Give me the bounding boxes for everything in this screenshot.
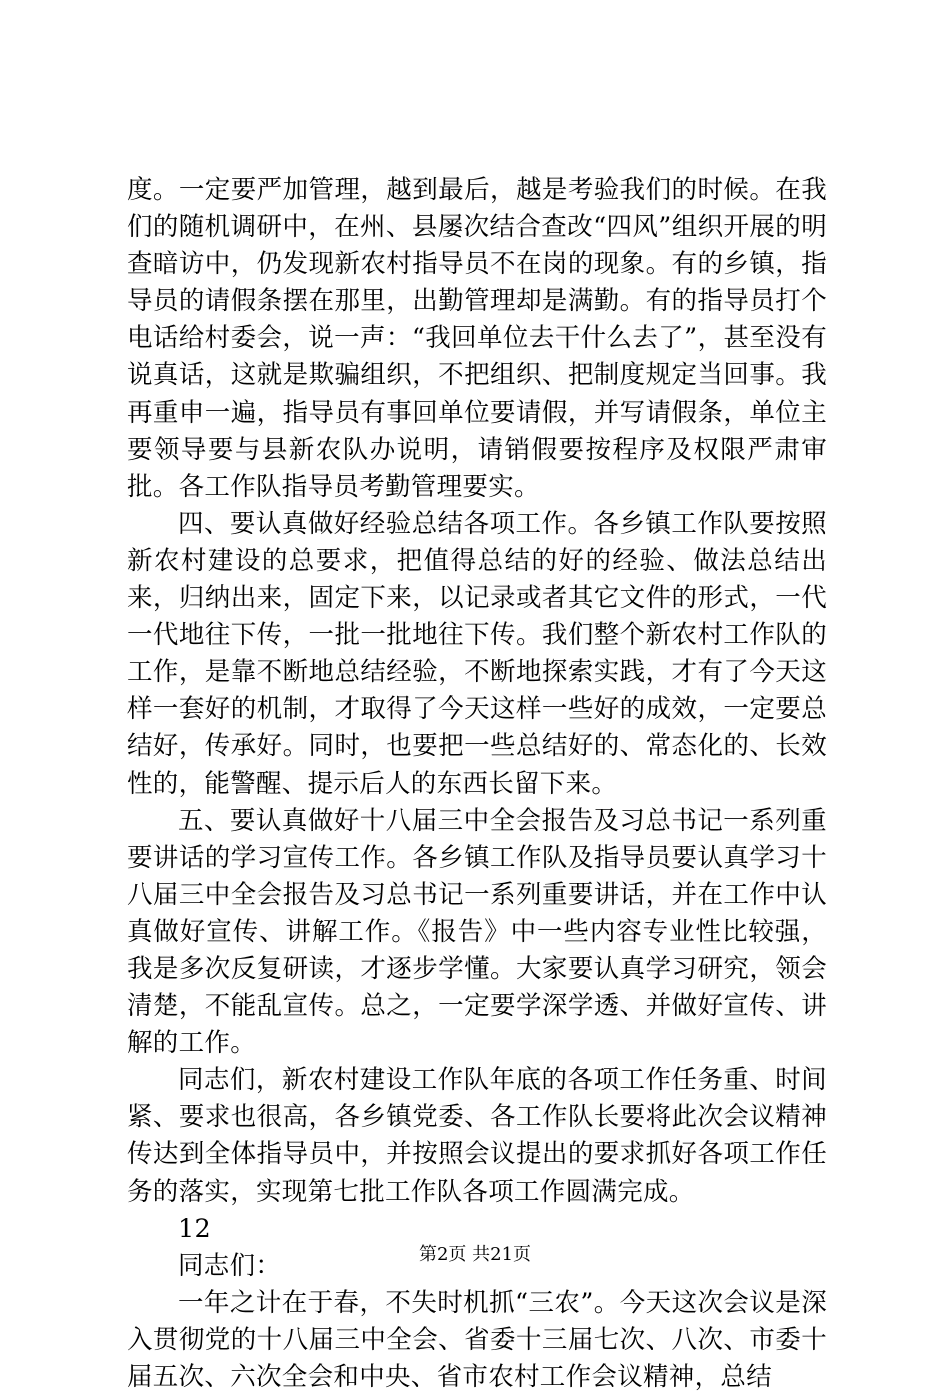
paragraph-section-five: 五、要认真做好十八届三中全会报告及习总书记一系列重要讲话的学习宣传工作。各乡镇工作队及指导员要认真学习十八届三中全会报告及习总书记一系列重要讲话，并在工作中认真做好宣传、讲解工作。《报告》中一些内容专业性比较强，我是多次反复研读，才逐步学懂。大家要认真学习研究，领会清楚，不能乱宣传。总之，一定要学深学透、并做好宣传、讲解的工作。 (127, 805, 827, 1059)
page-number-footer: 第2页 共21页 (418, 1244, 532, 1265)
section-number: 12 (178, 1213, 212, 1244)
paragraph-continued: 度。一定要严加管理，越到最后，越是考验我们的时候。在我们的随机调研中，在州、县屡次结合查改“四风”组织开展的明查暗访中，仍发现新农村指导员不在岗的现象。有的乡镇，指导员的请假条摆在那里，出勤管理却是满勤。有的指导员打个电话给村委会，说一声：“我回单位去干什么去了”，甚至没有说真话，这就是欺骗组织，不把组织、把制度规定当回事。我再重申一遍，指导员有事回单位要请假，并写请假条，单位主要领导要与县新农队办说明，请销假要按程序及权限严肃审批。各工作队指导员考勤管理要实。 (127, 175, 827, 502)
paragraph-closing: 同志们，新农村建设工作队年底的各项工作任务重、时间紧、要求也很高，各乡镇党委、各工作队长要将此次会议精神传达到全体指导员中，并按照会议提出的要求抓好各项工作任务的落实，实现第七批工作队各项工作圆满完成。 (127, 1065, 827, 1207)
paragraph-section-four: 四、要认真做好经验总结各项工作。各乡镇工作队要按照新农村建设的总要求，把值得总结的好的经验、做法总结出来，归纳出来，固定下来，以记录或者其它文件的形式，一代一代地往下传，一批一批地往下传。我们整个新农村工作队的工作，是靠不断地总结经验，不断地探索实践，才有了今天这样一套好的机制，才取得了今天这样一些好的成效，一定要总结好，传承好。同时，也要把一些总结好的、常态化的、长效性的，能警醒、提示后人的东西长留下来。 (127, 508, 827, 799)
salutation: 同志们： (178, 1250, 282, 1281)
paragraph-new-speech-intro: 一年之计在于春，不失时机抓“三农”。今天这次会议是深入贯彻党的十八届三中全会、省委十三届七次、八次、市委十届五次、六次全会和中央、省市农村工作会议精神，总结 (127, 1287, 827, 1392)
document-body (127, 172, 827, 1396)
